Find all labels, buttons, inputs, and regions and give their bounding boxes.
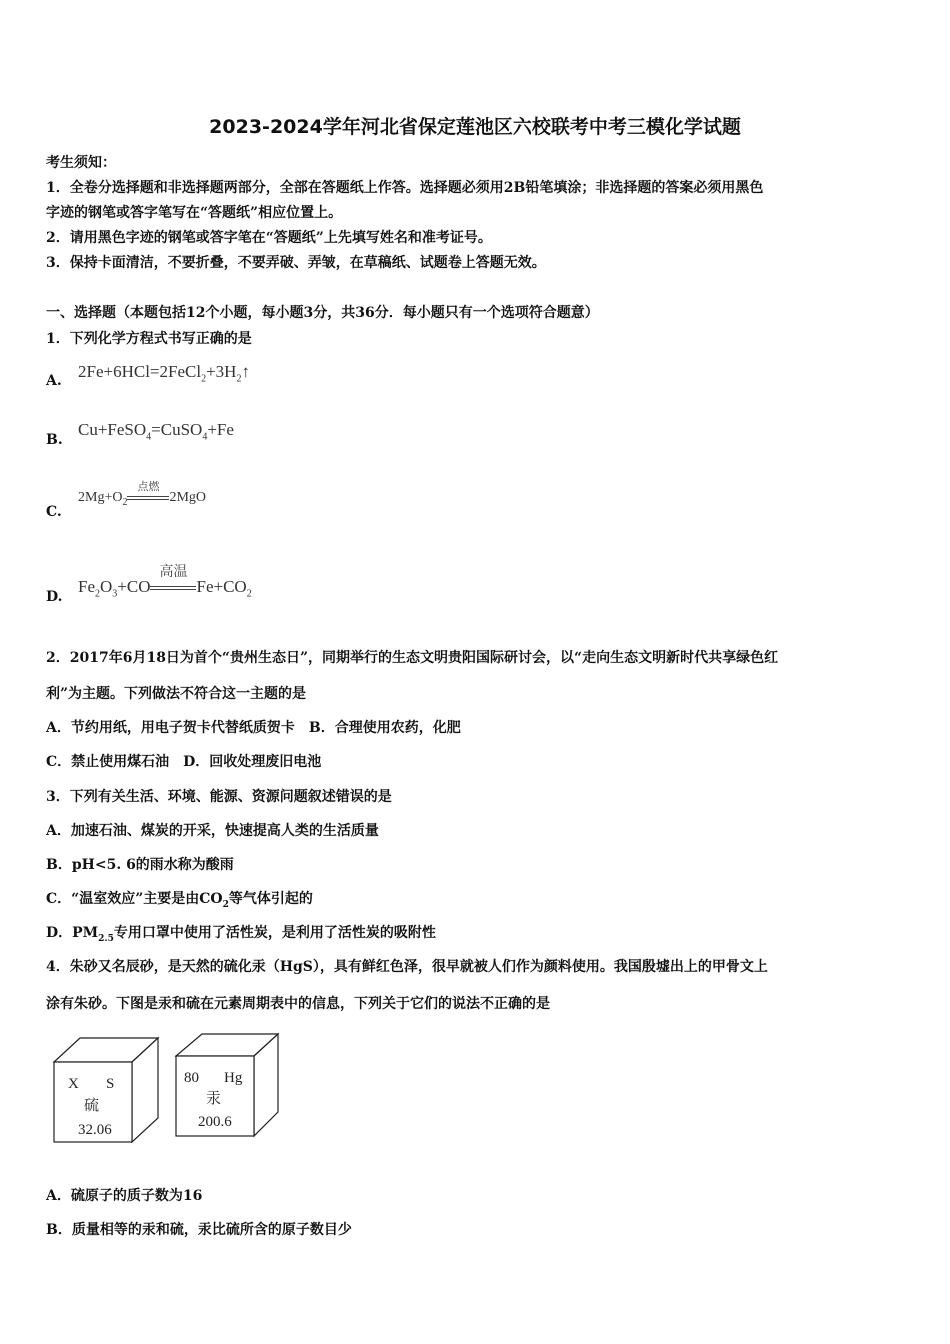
condition-equals-sign: 高温	[150, 577, 196, 597]
q1-option-d-letter: D.	[46, 589, 63, 605]
question-2-stem-line2: 利”为主题。下列做法不符合这一主题的是	[46, 686, 307, 702]
mercury-atomic-number: 80	[184, 1070, 199, 1086]
q1-option-b-letter: B.	[46, 432, 63, 448]
q4-option-a: A．硫原子的质子数为16	[46, 1188, 203, 1204]
q1-option-c-letter: C.	[46, 504, 62, 520]
sulfur-symbol: S	[106, 1076, 115, 1092]
q4-option-b: B．质量相等的汞和硫，汞比硫所含的原子数目少	[46, 1222, 352, 1238]
condition-equals-sign: 点燃	[127, 490, 169, 506]
mercury-symbol: Hg	[224, 1070, 243, 1086]
exam-title: 2023-2024学年河北省保定莲池区六校联考中考三模化学试题	[209, 116, 741, 138]
mercury-name: 汞	[206, 1091, 222, 1107]
notice-item-1-cont: 字迹的钢笔或答字笔写在“答题纸”相应位置上。	[46, 205, 343, 221]
notice-heading: 考生须知：	[46, 155, 116, 171]
periodic-table-cells-figure	[50, 1032, 290, 1147]
sulfur-cell	[54, 1038, 158, 1142]
question-4-stem-line2: 涂有朱砂。下图是汞和硫在元素周期表中的信息，下列关于它们的说法不正确的是	[46, 996, 550, 1012]
sulfur-name: 硫	[84, 1098, 100, 1114]
q3-option-d: D．$PM_{2.5}$专用口罩中使用了活性炭，是利用了活性炭的吸附性	[46, 925, 436, 944]
q3-option-b: B．pH<5. 6的雨水称为酸雨	[46, 857, 234, 873]
mercury-atomic-mass: 200.6	[198, 1114, 232, 1130]
sulfur-atomic-mass: 32.06	[78, 1122, 112, 1138]
q3-option-c: C．“温室效应”主要是由$CO_2$等气体引起的	[46, 891, 313, 910]
q2-options-cd: C．禁止使用煤石油 D．回收处理废旧电池	[46, 754, 322, 770]
q1-option-d-formula: $Fe_2O_3+CO$ 高温 $Fe+CO_2$	[78, 565, 252, 600]
mercury-cell	[176, 1034, 278, 1136]
question-3-stem: 3．下列有关生活、环境、能源、资源问题叙述错误的是	[46, 789, 392, 805]
question-2-stem-line1: 2．2017年6月18日为首个“贵州生态日”，同期举行的生态文明贵阳国际研讨会，以“走向生态文明新时代共享绿色红	[46, 650, 779, 666]
notice-item-3: 3．保持卡面清洁，不要折叠，不要弄破、弄皱，在草稿纸、试题卷上答题无效。	[46, 255, 546, 271]
question-4-stem-line1: 4．朱砂又名辰砂，是天然的硫化汞（HgS），具有鲜红色泽，很早就被人们作为颜料使用。我国殷墟出上的甲骨文上	[46, 959, 768, 975]
q3-option-a: A．加速石油、煤炭的开采，快速提高人类的生活质量	[46, 823, 379, 839]
q1-option-c-formula: $2Mg+O_2$ 点燃 2MgO	[78, 481, 207, 508]
section-heading: 一、选择题（本题包括12个小题，每小题3分，共36分．每小题只有一个选项符合题意）	[46, 305, 599, 321]
q1-option-a-letter: A.	[46, 373, 62, 389]
q1-option-a-formula: $2Fe+6HCl=2FeCl_2+3H_2↑$	[78, 362, 250, 385]
q1-option-b-formula: Cu+FeSO$_4$=CuSO$_4$+Fe	[78, 420, 234, 443]
notice-item-2: 2．请用黑色字迹的钢笔或答字笔在“答题纸”上先填写姓名和准考证号。	[46, 230, 492, 246]
sulfur-atomic-number: X	[68, 1076, 79, 1092]
notice-item-1: 1．全卷分选择题和非选择题两部分，全部在答题纸上作答。选择题必须用2B铅笔填涂；非选择题的答案必须用黑色	[46, 180, 764, 196]
q2-options-ab: A．节约用纸，用电子贺卡代替纸质贺卡 B．合理使用农药，化肥	[46, 720, 461, 736]
question-1-stem: 1．下列化学方程式书写正确的是	[46, 331, 252, 347]
